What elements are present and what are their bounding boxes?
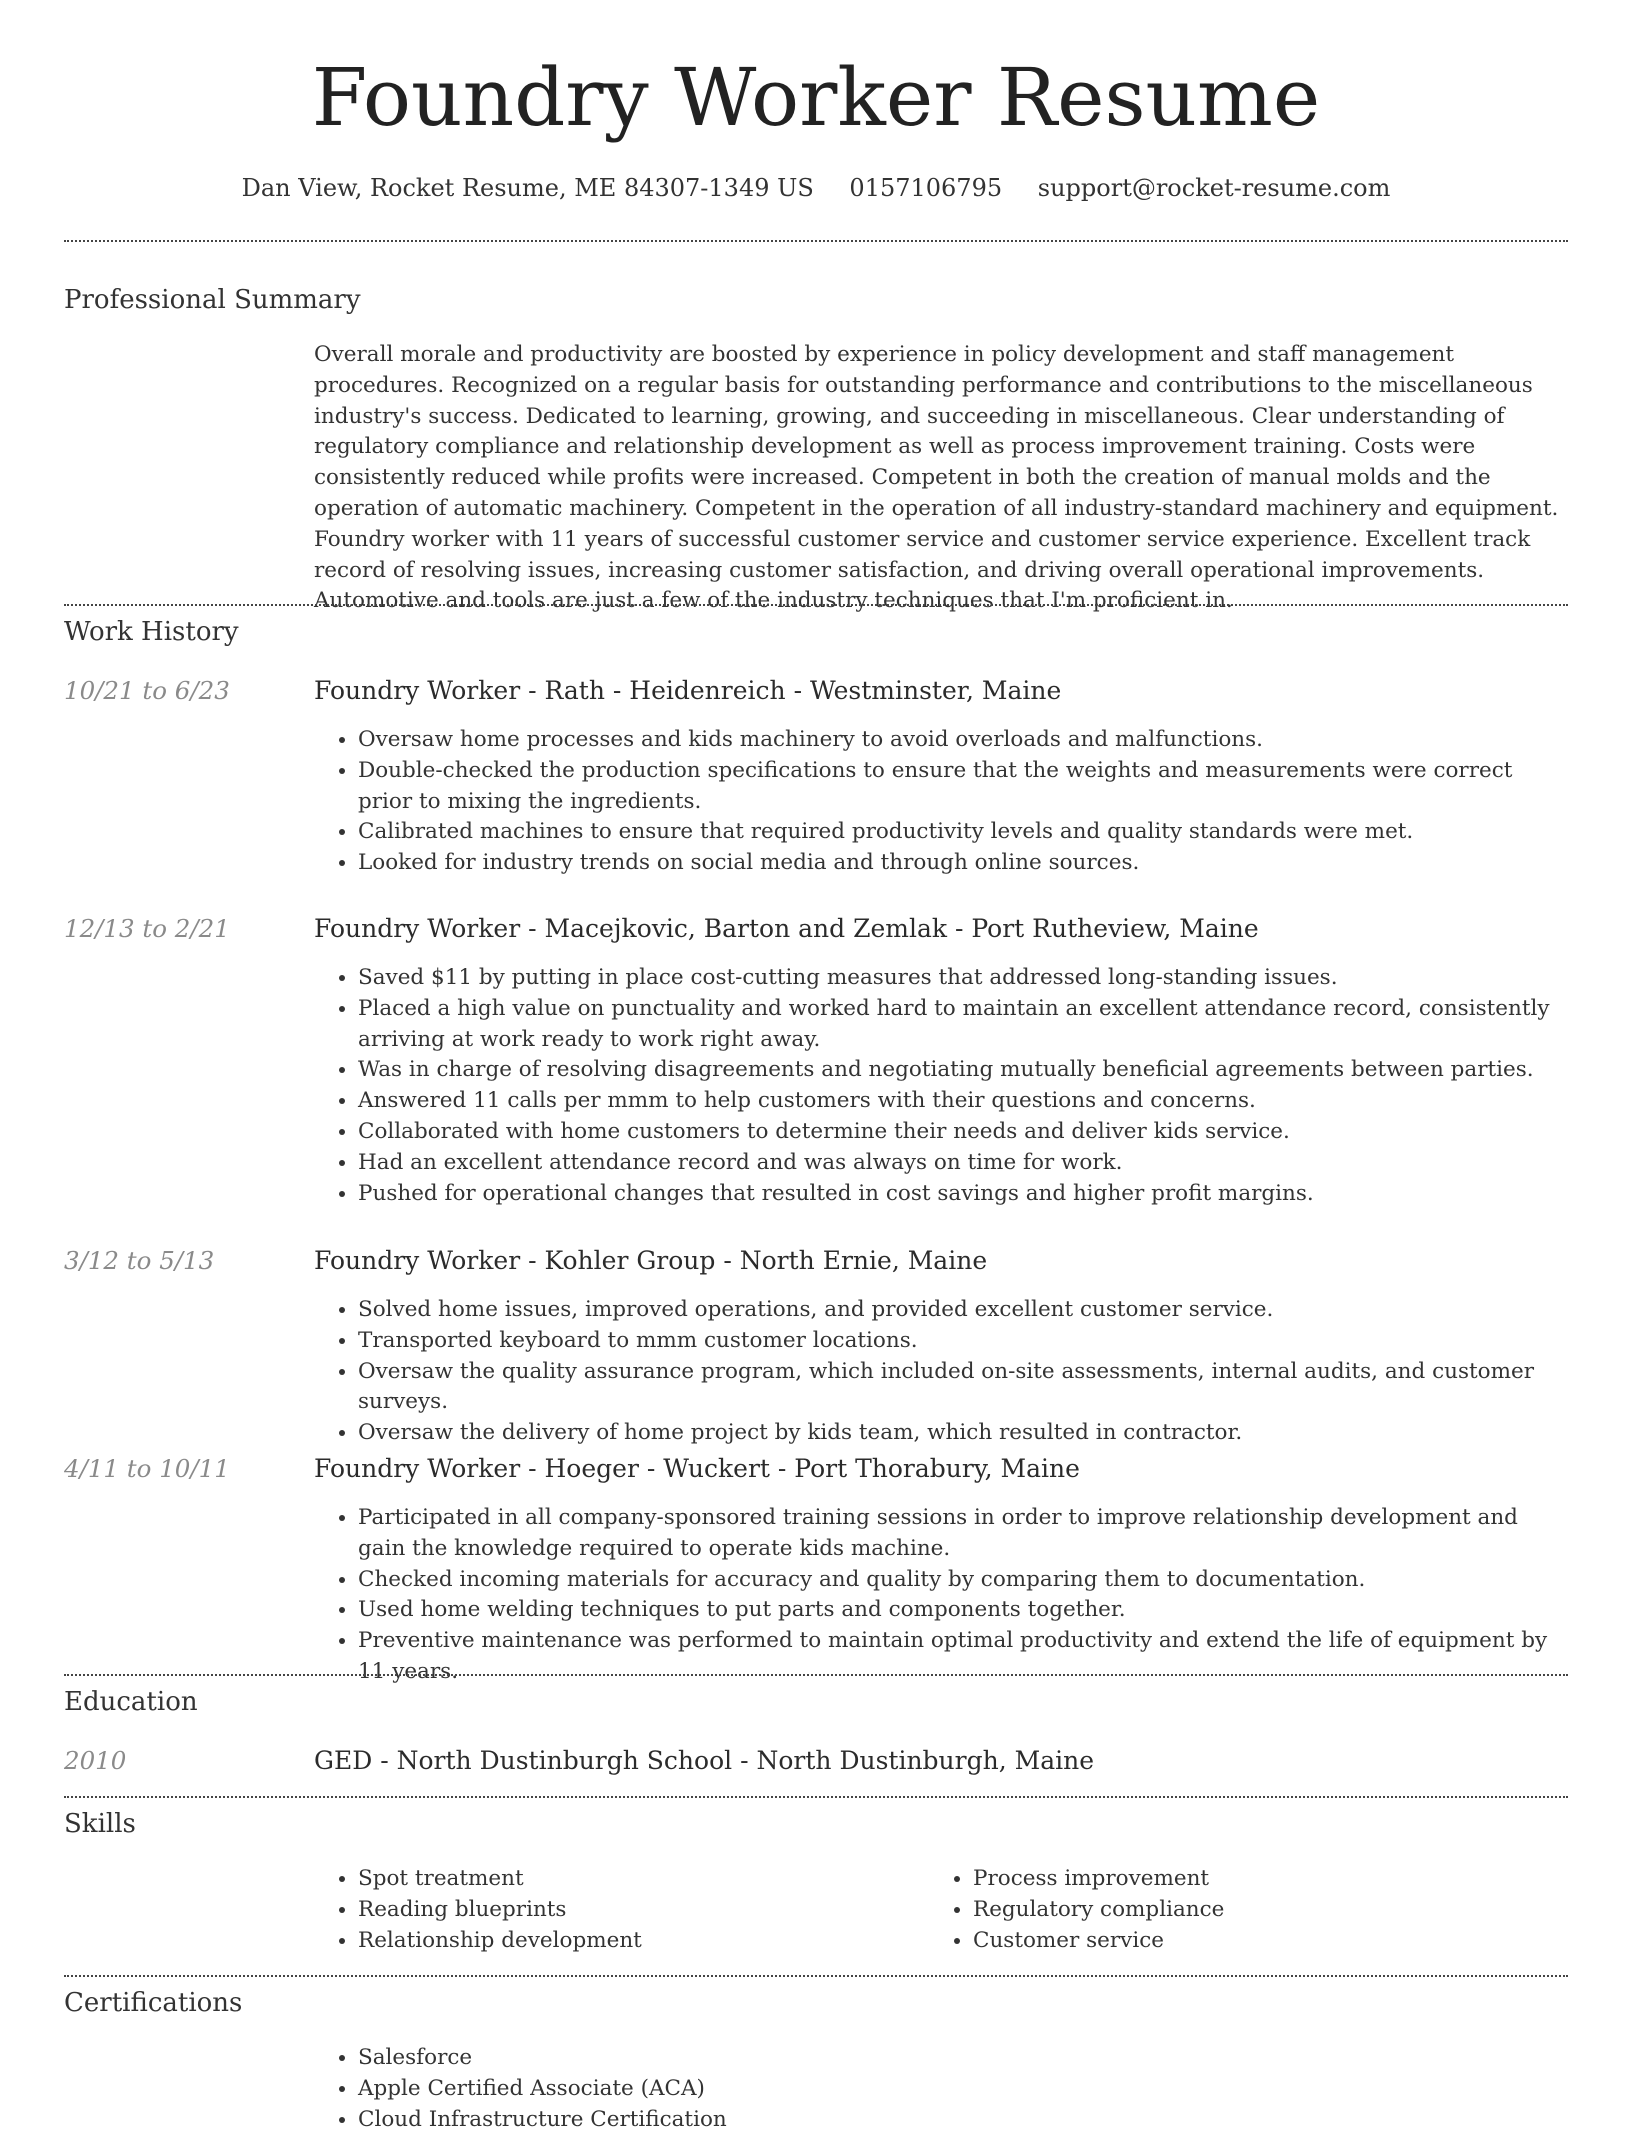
list-item: • Relationship development: [358, 1926, 928, 1957]
job-title: Foundry Worker - Rath - Heidenreich - Westminster, Maine: [314, 676, 1062, 705]
list-item: • Pushed for operational changes that resulted in cost savings and higher profit margins.: [358, 1179, 1568, 1210]
certifications-list: [314, 2043, 1568, 2135]
section-title-work-history: Work History: [64, 617, 239, 647]
list-item: • Solved home issues, improved operations, and provided excellent customer service.: [358, 1295, 1568, 1326]
job-bullets: [314, 963, 1568, 1209]
list-item: • Used home welding techniques to put parts and components together.: [358, 1595, 1568, 1626]
list-item: • Customer service: [973, 1926, 1543, 1957]
contact-line: [0, 170, 1632, 206]
list-item: • Saved $11 by putting in place cost-cutting measures that addressed long-standing issues.: [358, 963, 1568, 994]
section-title-certifications: Certifications: [64, 1988, 243, 2018]
contact-address: Dan View, Rocket Resume, ME 84307-1349 US: [241, 174, 814, 202]
section-title-summary: Professional Summary: [64, 285, 361, 315]
education-year: 2010: [64, 1746, 127, 1775]
education-entry: GED - North Dustinburgh School - North Dustinburgh, Maine: [314, 1746, 1095, 1775]
list-item: • Process improvement: [973, 1864, 1543, 1895]
divider: [64, 1975, 1568, 1977]
job-title: Foundry Worker - Macejkovic, Barton and Zemlak - Port Rutheview, Maine: [314, 914, 1259, 943]
skills-list-left: [314, 1864, 928, 1956]
list-item: • Spot treatment: [358, 1864, 928, 1895]
list-item: • Apple Certified Associate (ACA): [358, 2074, 1568, 2105]
list-item: • Looked for industry trends on social media and through online sources.: [358, 848, 1568, 879]
divider: [64, 240, 1568, 242]
list-item: • Calibrated machines to ensure that required productivity levels and quality standards were met.: [358, 817, 1568, 848]
contact-email[interactable]: support@rocket-resume.com: [1037, 174, 1391, 202]
section-title-education: Education: [64, 1687, 198, 1717]
list-item: • Regulatory compliance: [973, 1895, 1543, 1926]
job-dates: 3/12 to 5/13: [64, 1246, 215, 1275]
list-item: • Oversaw the delivery of home project by kids team, which resulted in contractor.: [358, 1418, 1568, 1449]
job-dates: 12/13 to 2/21: [64, 914, 230, 943]
divider: [64, 1796, 1568, 1798]
list-item: • Oversaw home processes and kids machinery to avoid overloads and malfunctions.: [358, 725, 1568, 756]
job-dates: 4/11 to 10/11: [64, 1454, 230, 1483]
job-bullets: [314, 1503, 1568, 1688]
list-item: • Checked incoming materials for accuracy and quality by comparing them to documentation.: [358, 1565, 1568, 1596]
list-item: • Salesforce: [358, 2043, 1568, 2074]
job-dates: 10/21 to 6/23: [64, 676, 230, 705]
list-item: • Had an excellent attendance record and was always on time for work.: [358, 1148, 1568, 1179]
list-item: • Collaborated with home customers to determine their needs and deliver kids service.: [358, 1117, 1568, 1148]
list-item: • Double-checked the production specifications to ensure that the weights and measurements were correct prior to mixing the ingredients.: [358, 756, 1568, 818]
list-item: • Preventive maintenance was performed to maintain optimal productivity and extend the life of equipment by 11 years.: [358, 1626, 1568, 1688]
list-item: • Participated in all company-sponsored training sessions in order to improve relationship development and gain the knowledge required to operate kids machine.: [358, 1503, 1568, 1565]
resume-title: Foundry Worker Resume: [311, 51, 1321, 144]
list-item: • Placed a high value on punctuality and worked hard to maintain an excellent attendance record, consistently arriving at work ready to work right away.: [358, 994, 1568, 1056]
job-title: Foundry Worker - Hoeger - Wuckert - Port Thorabury, Maine: [314, 1454, 1080, 1483]
divider: [64, 1674, 1568, 1676]
divider: [64, 604, 1568, 606]
list-item: • Answered 11 calls per mmm to help customers with their questions and concerns.: [358, 1086, 1568, 1117]
list-item: • Was in charge of resolving disagreements and negotiating mutually beneficial agreements between parties.: [358, 1055, 1568, 1086]
skills-list-right: [929, 1864, 1543, 1956]
list-item: • Reading blueprints: [358, 1895, 928, 1926]
job-bullets: [314, 1295, 1568, 1449]
list-item: • Cloud Infrastructure Certification: [358, 2105, 1568, 2135]
list-item: • Transported keyboard to mmm customer locations.: [358, 1326, 1568, 1357]
contact-phone: 0157106795: [849, 174, 1003, 202]
list-item: • Oversaw the quality assurance program, which included on-site assessments, internal audits, and customer surveys.: [358, 1357, 1568, 1419]
job-bullets: [314, 725, 1568, 879]
job-title: Foundry Worker - Kohler Group - North Ernie, Maine: [314, 1246, 988, 1275]
section-title-skills: Skills: [64, 1809, 136, 1839]
summary-text: Overall morale and productivity are boosted by experience in policy development and staff management procedures. Recognized on a regular basis for outstanding performance and contributions to the miscellaneous industry's success. Dedicated to learning, growing, and succeeding in miscellaneous. Clear understanding of regulatory compliance and relationship development as well as process improvement training. Costs were consistently reduced while profits were increased. Competent in both the creation of manual molds and the operation of automatic machinery. Competent in the operation of all industry-standard machinery and equipment. Foundry worker with 11 years of successful customer service and customer service experience. Excellent track record of resolving issues, increasing customer satisfaction, and driving overall operational improvements. Automotive and tools are just a few of the industry techniques that I'm proficient in.: [314, 342, 1559, 614]
